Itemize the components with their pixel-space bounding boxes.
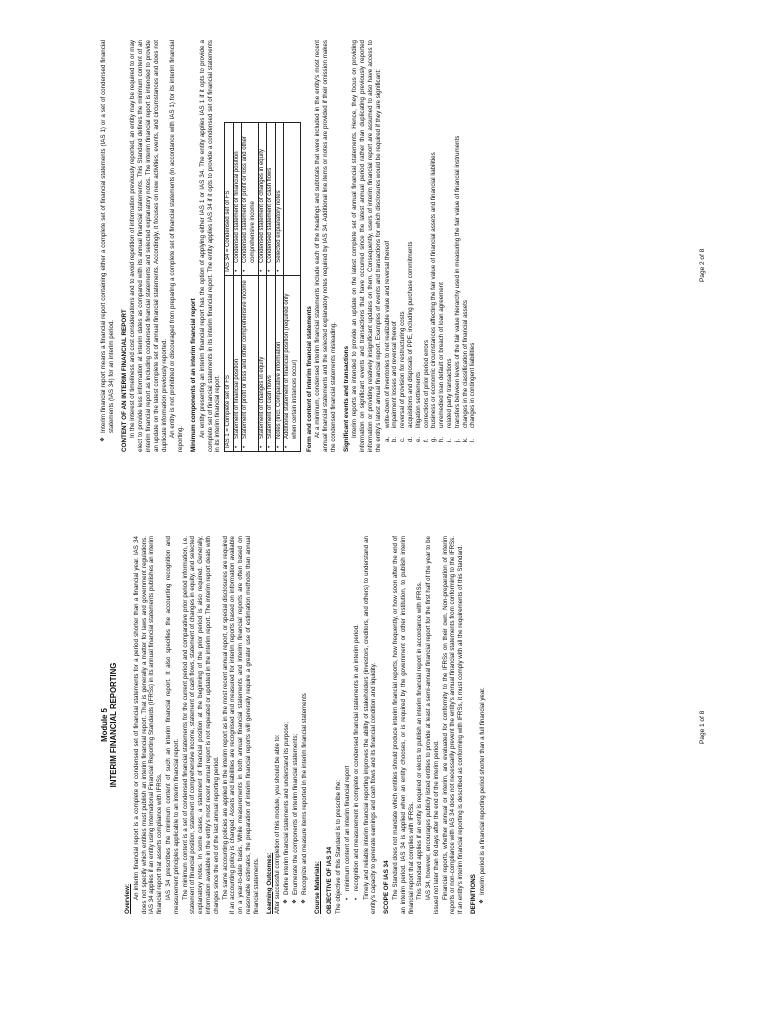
module-number: Module 5 [100, 708, 109, 742]
table-header: IAS 34 = Condensed set of FS [225, 123, 234, 276]
list-text: transfers between levels of the fair value hierarchy used in measuring the fair value of financial instruments [453, 135, 461, 428]
content-paragraph: In the interest of timeliness and cost considerations and to avoid repetition of information previously reported, an entity may be required to or may elect to provide less information at interim dates as compared with its annual financial statements. This Standard defines the minimum content of an interim financial report as including condensed financial statements and selected explanatory notes. The interim financial report is intended to provide an update on the latest complete set of annual financial statements. Accordingly, it focuses on new activities, events, and circumstances and does not duplicate information previously reported. [129, 40, 168, 452]
list-item [430, 40, 438, 442]
list-text: litigation settlements [414, 371, 422, 428]
table-cell: • Condensed statement of financial position [233, 123, 242, 276]
minimum-components-heading: Minimum components of an interim financial report [189, 298, 197, 452]
course-materials-heading: Course Materials: [313, 861, 321, 914]
overview-paragraph: IAS 34 prescribes the minimum content of such an interim financial report. It also specifies the accounting recognition and measurement principles applicable to an interim financial report. [164, 536, 180, 914]
definitions-list-continued [100, 40, 116, 452]
table-cell: • Condensed statement of changes in equity [258, 123, 267, 276]
scope-paragraph: This Standard applies if an entity is required or elects to publish an interim financial report in accordance with IFRSs. [416, 581, 424, 900]
table-row [233, 123, 242, 452]
list-text: business or economic circumstances affecting the fair value of financial assets and financial liabilities [430, 152, 438, 428]
page-footer: Page 1 of 8 [699, 710, 706, 744]
overview-paragraph: The same accounting policies are applied in the interim report as in the most recent annual report, or special disclosures are required if an accounting policy is changed. Assets and liabilities are recognised and measured for interim reports based on information available on a year-to-date basis. While measurements in both annual financial statements and interim financial reports are often based on reasonable estimates, the preparation of interim financial reports will generally require a greater use of estimation methods than annual financial statements. [221, 536, 260, 914]
list-item [454, 40, 462, 442]
components-table [224, 122, 300, 452]
list-letter: f. [422, 438, 430, 442]
minimum-components-paragraph: An entity presenting an interim financial report has the option of applying either IAS 1 or IAS 34. The entity applies IAS 1 if it opts to provide a complete set of financial statements in its interim financial report. The entity applies IAS 34 if it opts to provide a condensed set of financial statements in its interim financial report. [198, 40, 222, 452]
list-item [423, 40, 431, 442]
list-item [407, 40, 415, 442]
table-row [275, 123, 284, 452]
table-cell [284, 123, 300, 276]
list-text: impairment losses and reversal thereof [391, 321, 399, 428]
page-footer: Page 2 of 8 [699, 248, 706, 282]
list-item: • minimum content of an interim financial report [344, 536, 352, 900]
learning-outcomes-heading: Learning Outcomes: [265, 852, 273, 914]
table-row [284, 123, 300, 452]
table-cell: • Additional statement of financial position (required only when certain instances occur) [284, 275, 300, 451]
table-row [258, 123, 267, 452]
list-text: corrections of prior period errors [422, 339, 430, 428]
list-item [469, 40, 477, 442]
list-letter: k. [461, 437, 469, 442]
list-letter: c. [399, 437, 407, 442]
overview-paragraph: The minimum content is a set of condensed financial statements for the current period and comparative prior period information, i.e. statement of financial position, statement of comprehensive income, statement of cash flows, statement of changes in equity, and selected explanatory notes. In some cases, a statement of financial position at the beginning of the prior period is also required. Generally, information available in the entity's most recent annual report is not repeated or updated in the interim report. The interim report deals with changes since the end of the last annual reporting period. [181, 536, 220, 914]
list-text: changes in the classification of financial assets [461, 300, 469, 428]
list-letter: e. [414, 436, 422, 442]
definitions-list [479, 536, 487, 914]
module-title: INTERIM FINANCIAL REPORTING [109, 662, 118, 788]
list-letter: h. [438, 436, 446, 442]
objective-intro: The objective of this Standard is to prescribe the: [335, 779, 343, 914]
list-item: ❖ Enumerate the components of interim financial statements; [292, 536, 300, 904]
list-text: related party transactions [446, 358, 454, 428]
table-cell: • Statement of changes in equity [258, 275, 267, 451]
list-item [446, 40, 454, 442]
scope-paragraph: The Standard does not mandate which entities should produce interim financial reports, how frequently, or how soon after the end of an interim period. IAS 34 is applied when an entity chooses, or is required by the government or other institution, to publish interim financial report that complies with IFRSs. [391, 536, 415, 914]
table-header: IAS 1 = Complete set of FS [225, 275, 234, 451]
table-cell: • Statement of profit or loss and other comprehensive income [242, 275, 258, 451]
list-letter: d. [407, 436, 415, 442]
table-cell: • Selected explanatory notes [275, 123, 284, 276]
list-letter: a. [383, 436, 391, 442]
table-cell: • Statement of financial position [233, 275, 242, 451]
list-letter: j. [453, 438, 461, 442]
scope-paragraph: IAS 34, however, encourages publicly listed entities to provide at least a semi-annual financial report for the first half of the year to be issued not later than 60 days after the end of the interim period. [425, 536, 440, 914]
list-item [384, 40, 392, 442]
list-letter: g. [430, 436, 438, 442]
content-paragraph: An entity is not prohibited or discouraged from preparing a complete set of financial statements (in accordance with IAS 1) for its interim financial reporting. [169, 40, 185, 452]
significant-events-heading: Significant events and transactions [342, 345, 350, 452]
definitions-heading: DEFINITIONS [470, 874, 478, 914]
table-header-row [225, 123, 234, 452]
list-letter: b. [391, 436, 399, 442]
learning-outcomes-list [283, 536, 308, 914]
table-row [267, 123, 276, 452]
list-item: • recognition and measurement in complete or condensed financial statements in an interim period. [353, 536, 361, 900]
objective-paragraph: Timely and reliable interim financial reporting improves the ability of stakeholders (investors, creditors, and others) to understand an entity's capacity to generate earnings and cash flows and its financial condition and liquidity. [362, 536, 378, 914]
table-cell: • Condensed statement of cash flows [267, 123, 276, 276]
scope-heading: SCOPE OF IAS 34 [383, 860, 391, 914]
list-letter: i. [446, 438, 454, 442]
overview-paragraph: An interim financial report is a complete or condensed set of financial statements for a period shorter than a financial year. IAS 34 does not specify which entities must publish an interim financial report. That is generally a matter for laws and government regulations. IAS 34 applies if an entity using International Financial Reporting Standards (IFRSs) in its annual financial statements publishes an interim financial report that asserts compliance with IFRSs. [132, 536, 164, 914]
significant-events-list [384, 40, 478, 452]
list-letter: l. [469, 438, 477, 442]
list-text: reversal of provision for restructuring costs [399, 311, 407, 428]
content-heading: CONTENT OF AN INTERIM FINANCIAL REPORT [120, 309, 128, 452]
list-item: ❖ Define interim financial statements and understand its purpose; [283, 536, 291, 904]
scope-paragraph: Financial reports, whether annual or interim, are evaluated for conformity to the IFRSs on their own. Non-preparation of interim reports or non-compliance with IAS 34 does not necessarily prevent the entity's annual financial statements from conforming to the IFRSs. If an entity's interim financial reporting is described as conforming with IFRSs, it must comply with all the requirements of this Standard. [441, 536, 465, 914]
overview-heading: Overview: [124, 883, 131, 914]
list-text: changes in contingent liabilities [469, 342, 477, 428]
objective-list [344, 536, 361, 914]
list-text: acquisitions and disposals of PPE, including purchase commitments [407, 241, 415, 428]
list-text: write-down of inventories to net realizable value and reversal thereof [383, 240, 391, 428]
list-item [462, 40, 470, 442]
table-cell: • Statement of cash flows [267, 275, 276, 451]
table-cell: • Notes (Incl. Comparative information [275, 275, 284, 451]
form-content-heading: Form and content of interim financial statements [305, 306, 313, 452]
objective-heading: OBJECTIVE OF IAS 34 [326, 846, 334, 914]
list-item [399, 40, 407, 442]
list-item [438, 40, 446, 442]
table-row [242, 123, 258, 452]
table-cell: • Condensed statement of profit or loss and other comprehensive income [242, 123, 258, 276]
page-1 [0, 512, 768, 1024]
list-text: unremedied loan default or breach of loan agreement [438, 282, 446, 428]
significant-events-paragraph: Interim reports are intended to provide an update on the latest complete set of annual financial statements. Hence, they focus on providing information on significant events and transactions that have occurred since the latest annual period rather than duplicating previously reported information or providing relatively insignificant updates on them. Consequently, users of interim financial report are assumed to also have access to the entity's latest annual financial report. Examples of events and transactions for which disclosures would be required if they are significant: [351, 40, 382, 452]
list-item: ❖ Interim period is a financial reporting period shorter than a full financial year. [479, 536, 487, 904]
form-content-paragraph: At a minimum, condensed interim financial statements include each of the headings and subtotals that were included in the entity's most recent annual financial statements and the selected explanatory notes required by IAS 34. Additional line items or notes are provided if their omission makes the condensed financial statements misleading. [314, 40, 337, 452]
list-item: ❖ Interim financial report means a financial report containing either a complete set of financial statements (IAS 1) or a set of condensed financial statements (IAS 34) for an interim period. [100, 40, 116, 442]
list-item: ❖ Recognize and measure items reported in the interim financial statements [301, 536, 309, 904]
learning-outcomes-intro: After successful completion of this module, you should be able to: [274, 734, 282, 914]
list-item [391, 40, 399, 442]
list-item [415, 40, 423, 442]
